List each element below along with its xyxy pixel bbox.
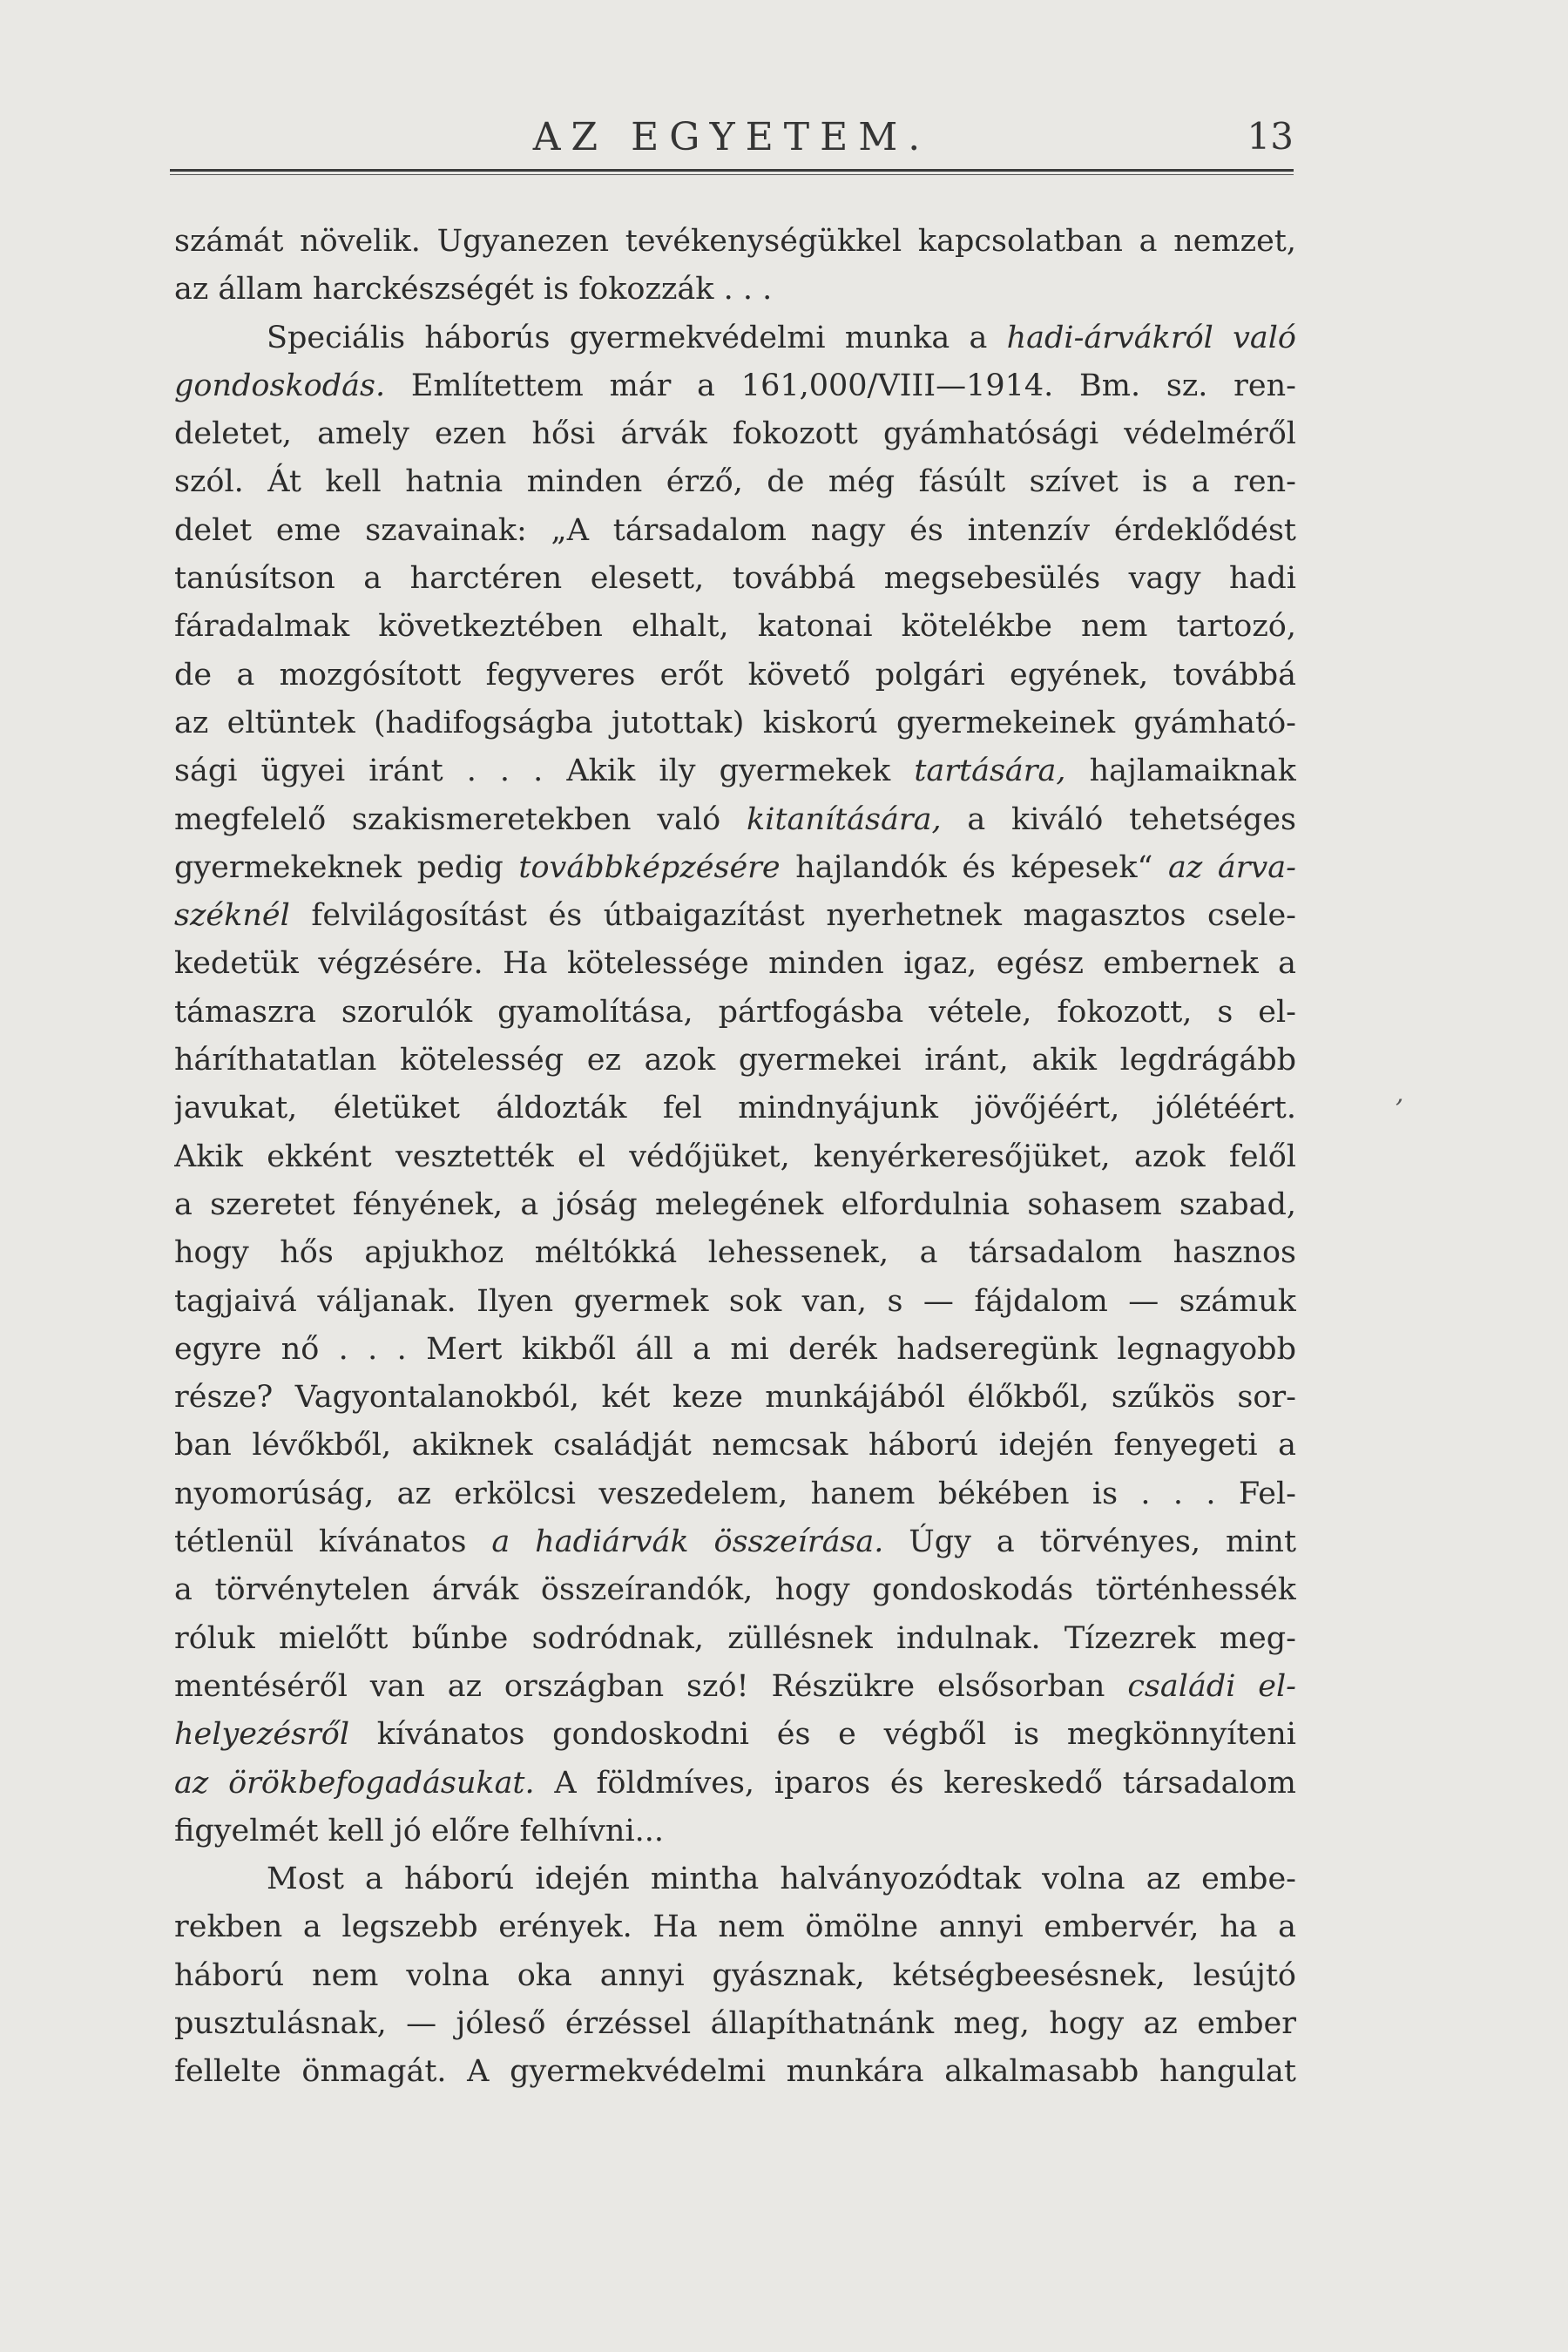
text-segment: gyermekeknek pedig [174,849,519,885]
text-segment: szól. Át kell hatnia minden érző, de még fásúlt szívet is a ren- [174,464,1296,500]
text-segment: javukat, életüket áldozták fel mindnyájunk jövőjéért, jólétéért. [174,1091,1296,1126]
text-segment: az állam harckészségét is fokozzák . . . [174,272,773,308]
text-line [174,1808,1296,1855]
text-line [174,1663,1296,1711]
italic-text: a hadiárvák összeírása. [491,1524,884,1560]
text-segment: rekben a legszebb erények. Ha nem ömölne annyi embervér, ha a [174,1909,1296,1945]
text-segment: támaszra szorulók gyamolítása, pártfogásba vétele, fokozott, s el- [174,994,1296,1030]
text-line [174,1566,1296,1614]
text-segment: pusztulásnak, — jóleső érzéssel állapíthatnánk meg, hogy az ember [174,2005,1296,2041]
text-segment: deletet, amely ezen hősi árvák fokozott gyámhatósági védelméről [174,416,1296,452]
text-line [174,1615,1296,1663]
text-segment: hogy hős apjukhoz méltókká lehessenek, a társadalom hasznos [174,1235,1296,1271]
text-segment: tétlenül kívánatos [174,1524,492,1560]
text-segment: Említettem már a 161,000/VIII—1914. Bm. sz. ren- [385,368,1296,403]
italic-text: kitanítására, [747,801,942,837]
text-segment: háború nem volna oka annyi gyásznak, kétségbeesésnek, lesújtó [174,1957,1296,1993]
text-line [174,940,1296,988]
text-segment: felvilágosítást és útbaigazítást nyerhetnek magasztos csele- [289,898,1296,934]
text-segment: A földmíves, iparos és kereskedő társadalom [534,1765,1296,1801]
text-segment: ban lévőkből, akiknek családját nemcsak háború idején fenyegeti a [174,1428,1296,1463]
italic-text: gondoskodás. [174,368,386,403]
text-line [174,2048,1296,2096]
italic-text: továbbképzésére [518,849,781,885]
text-line [174,410,1296,458]
text-line [174,1952,1296,2000]
text-line [174,362,1296,410]
text-line [174,844,1296,892]
text-segment: delet eme szavainak: „A társadalom nagy és intenzív érdeklődést [174,512,1296,548]
text-line [174,555,1296,603]
text-segment: számát növelik. Ugyanezen tevékenységükkel kapcsolatban a nemzet, [174,224,1296,259]
text-segment: háríthatatlan kötelesség ez azok gyermekei iránt, akik legdrágább [174,1043,1296,1078]
text-line [174,1133,1296,1181]
italic-text: helyezésről [174,1717,350,1753]
text-line [174,1326,1296,1374]
text-segment: fellelte önmagát. A gyermekvédelmi munkára alkalmasabb hangulat [174,2054,1296,2090]
text-segment: része? Vagyontalanokból, két keze munkájából élőkből, szűkös sor- [174,1380,1296,1416]
italic-text: családi el- [1127,1668,1296,1704]
text-line [174,1760,1296,1808]
text-line [174,218,1296,266]
text-line [174,652,1296,700]
text-segment: nyomorúság, az erkölcsi veszedelem, hanem békében is . . . Fel- [174,1476,1296,1511]
text-line [174,1855,1296,1903]
text-line [174,989,1296,1037]
text-segment: sági ügyei iránt . . . Akik ily gyermekek [174,754,915,789]
text-segment: tagjaivá váljanak. Ilyen gyermek sok van, s — fájdalom — számuk [174,1283,1296,1319]
text-segment: a kiváló tehetséges [941,801,1296,837]
text-segment: hajlandók és képesek“ [780,849,1169,885]
text-line [174,1229,1296,1277]
italic-text: hadi-árvákról való [1006,320,1296,355]
text-segment: róluk mielőtt bűnbe sodródnak, züllésnek indulnak. Tízezrek meg- [174,1620,1296,1656]
header-rule-thin [170,174,1294,175]
text-line [174,266,1296,314]
text-line [174,892,1296,940]
text-line [174,2000,1296,2048]
text-line [174,1518,1296,1566]
text-line [174,1374,1296,1422]
text-segment: mentéséről van az országban szó! Részükre elsősorban [174,1668,1128,1704]
italic-text: széknél [174,898,290,934]
text-line [174,1037,1296,1085]
text-line [174,1422,1296,1470]
text-line [174,1278,1296,1326]
text-segment: de a mozgósított fegyveres erőt követő polgári egyének, továbbá [174,657,1296,693]
italic-text: az örökbefogadásukat. [174,1765,535,1801]
text-segment: Akik ekként vesztették el védőjüket, kenyérkeresőjüket, azok felől [174,1139,1296,1174]
text-line [174,796,1296,844]
text-segment: megfelelő szakismeretekben való [174,801,747,837]
text-segment: hajlamaiknak [1065,754,1296,789]
text-segment: fáradalmak következtében elhalt, katonai kötelékbe nem tartozó, [174,609,1296,645]
running-title: AZ EGYETEM. [532,115,931,159]
text-line [174,314,1296,362]
text-line [174,700,1296,747]
text-line [174,747,1296,795]
text-segment: kedetük végzésére. Ha kötelessége minden igaz, egész embernek a [174,946,1296,982]
text-segment: figyelmét kell jó előre felhívni... [174,1813,665,1848]
text-segment: a törvénytelen árvák összeírandók, hogy gondoskodás történhessék [174,1572,1296,1608]
text-segment: Most a háború idején mintha halványozódtak volna az embe- [267,1862,1296,1897]
body-text [174,218,1296,2097]
text-line [174,507,1296,555]
text-line [174,1470,1296,1518]
text-segment: kívánatos gondoskodni és e végből is megkönnyíteni [349,1717,1296,1753]
text-segment: a szeretet fényének, a jóság melegének elfordulnia sohasem szabad, [174,1186,1296,1222]
text-line [174,603,1296,651]
italic-text: az árva- [1168,849,1296,885]
italic-text: tartására, [914,754,1066,789]
text-line [174,1085,1296,1132]
text-segment: tanúsítson a harctéren elesett, továbbá megsebesülés vagy hadi [174,561,1296,597]
text-segment: az eltüntek (hadifogságba jutottak) kiskorú gyermekeinek gyámható- [174,705,1296,740]
text-line [174,1181,1296,1229]
header-rule-thick [170,169,1294,172]
text-line [174,1903,1296,1951]
page-header [170,115,1294,178]
margin-mark: , [1396,1078,1404,1109]
text-line [174,458,1296,506]
page-number: 13 [1247,115,1294,158]
text-segment: Speciális háborús gyermekvédelmi munka a [267,320,1007,355]
text-segment: Úgy a törvényes, mint [883,1524,1296,1560]
text-segment: egyre nő . . . Mert kikből áll a mi derék hadseregünk legnagyobb [174,1331,1296,1367]
text-line [174,1711,1296,1759]
